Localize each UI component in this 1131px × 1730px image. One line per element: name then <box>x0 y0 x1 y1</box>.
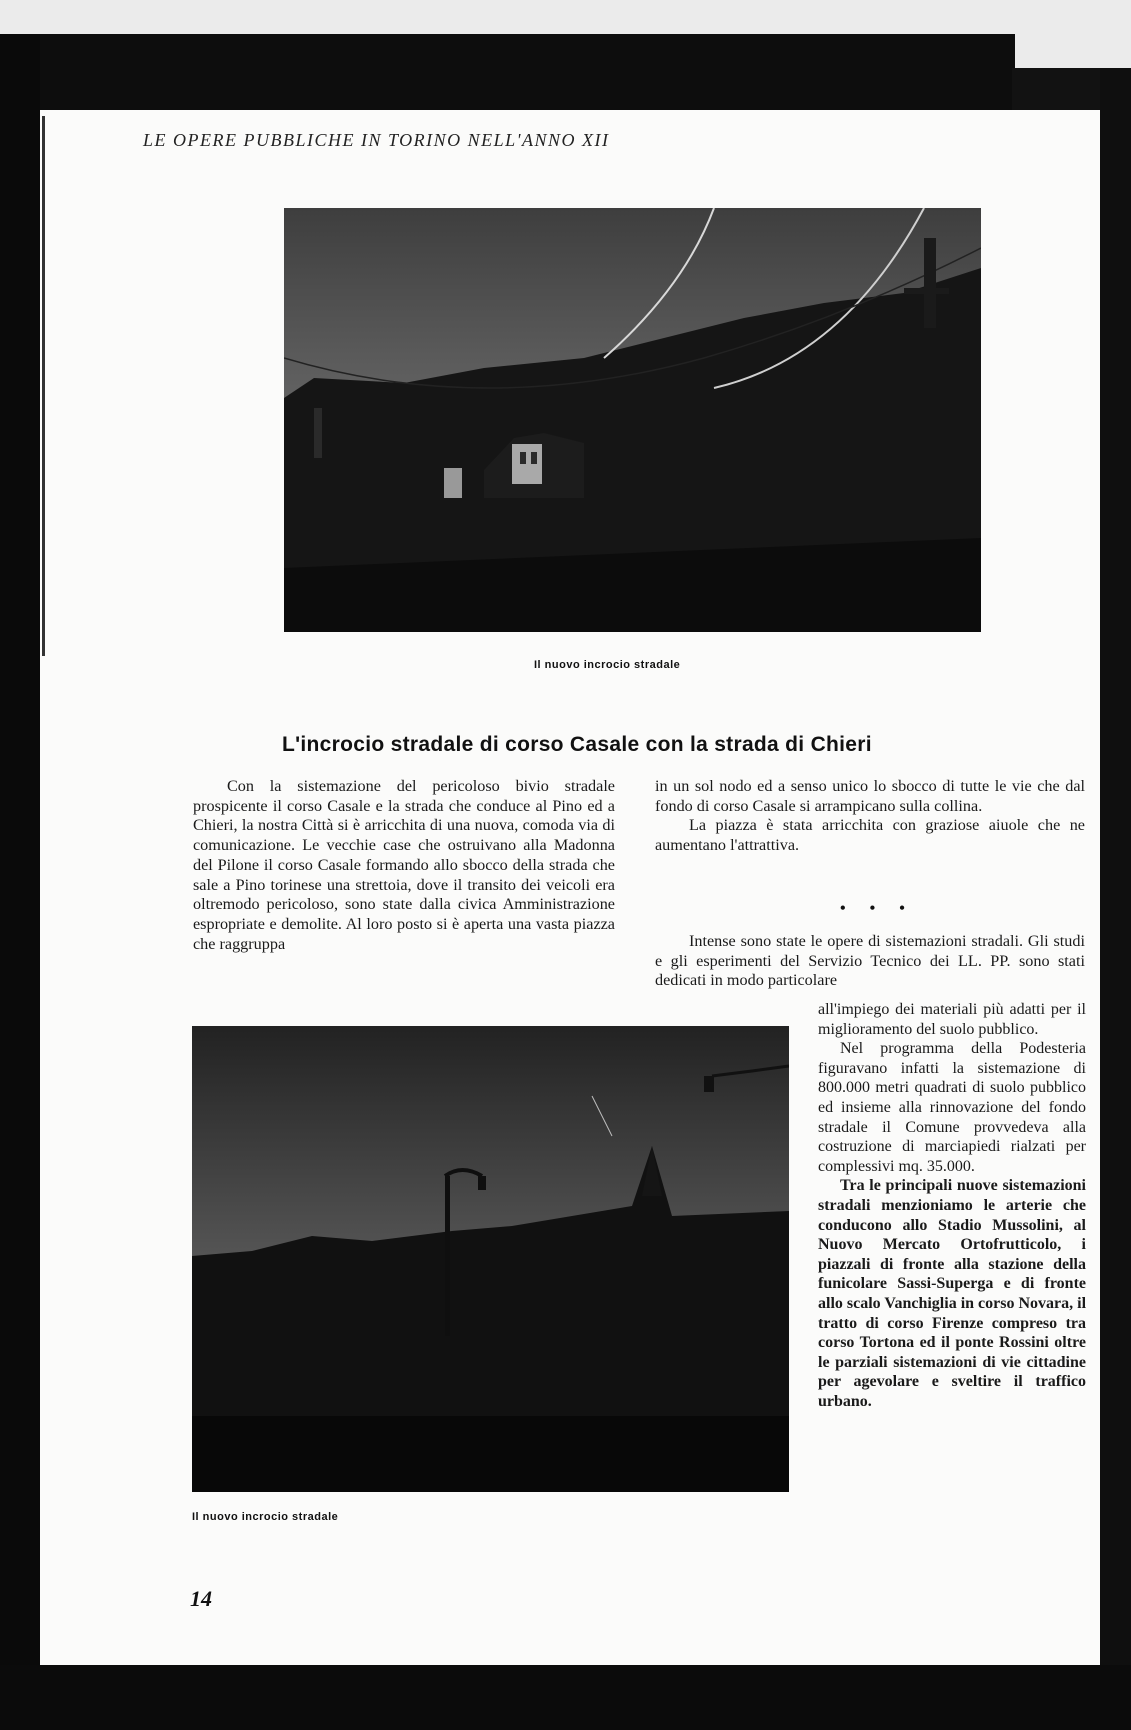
paragraph-piazza: La piazza è stata arricchita con graziose aiuole che ne aumentano l'attrattiva. <box>655 816 1085 855</box>
photo-caption-top: Il nuovo incrocio stradale <box>534 659 681 671</box>
photo-crossroads-lamppost <box>192 1026 789 1492</box>
section-separator: • • • <box>840 900 915 917</box>
page-number: 14 <box>190 1586 212 1611</box>
scan-border-right <box>1100 68 1131 1730</box>
column-narrow <box>818 1000 1086 1411</box>
column-right-section2 <box>655 932 1085 991</box>
scan-border-bottom <box>0 1665 1131 1730</box>
paragraph-roadworks-cont: all'impiego dei materiali più adatti per il miglioramento del suolo pubblico. <box>818 1001 1086 1038</box>
paragraph-intro: Con la sistemazione del pericoloso bivio stradale prospicente il corso Casale e la strada che conduce al Pino ed a Chieri, la nostra Città si è arricchita di una nuova, comoda via di comunicazione. Le vecchie case che ostruivano alla Madonna del Pilone il corso Casale formando allo sbocco della strada che sale a Pino torinese una strettoia, dove il transito dei veicoli era oltremodo pericoloso, sono state dalla civica Amministrazione espropriate e demolite. Al loro posto si è aperta una vasta piazza che raggruppa <box>193 777 615 953</box>
page-gutter-line <box>42 116 45 656</box>
scan-border-top <box>0 34 1015 114</box>
paragraph-programme: Nel programma della Podesteria figuravano infatti la sistemazione di 800.000 metri quadrati di suolo pubblico ed insieme alla rinnovazione del fondo stradale il Comune provvedeva alla costruzione di marciapiedi rialzati per complessivi mq. 35.000. <box>818 1040 1086 1175</box>
column-right <box>655 777 1085 856</box>
column-left <box>193 777 615 954</box>
photo-caption-bottom: Il nuovo incrocio stradale <box>192 1511 339 1523</box>
article-title: L'incrocio stradale di corso Casale con la strada di Chieri <box>282 733 872 757</box>
paragraph-roadworks-intro: Intense sono state le opere di sistemazioni stradali. Gli studi e gli esperimenti del Servizio Tecnico dei LL. PP. sono stati dedicati in modo particolare <box>655 932 1085 990</box>
running-title: LE OPERE PUBBLICHE IN TORINO NELL'ANNO XII <box>143 130 610 150</box>
paragraph-continuation: in un sol nodo ed a senso unico lo sbocco di tutte le vie che dal fondo di corso Casale si arrampicano sulla collina. <box>655 777 1085 815</box>
photo-crossroads-skyline <box>284 208 981 632</box>
paragraph-main-works: Tra le principali nuove sistemazioni stradali menzioniamo le arterie che conducono allo Stadio Mussolini, al Nuovo Mercato Ortofrutticolo, i piazzali di fronte alla stazione della funicolare Sassi-Superga e di fronte allo scalo Vanchiglia in corso Novara, il tratto di corso Firenze compreso tra corso Tortona ed il ponte Rossini oltre le parziali sistemazioni di vie cittadine per agevolare e sveltire il traffico urbano. <box>818 1177 1087 1410</box>
scan-border-left <box>0 34 40 1730</box>
